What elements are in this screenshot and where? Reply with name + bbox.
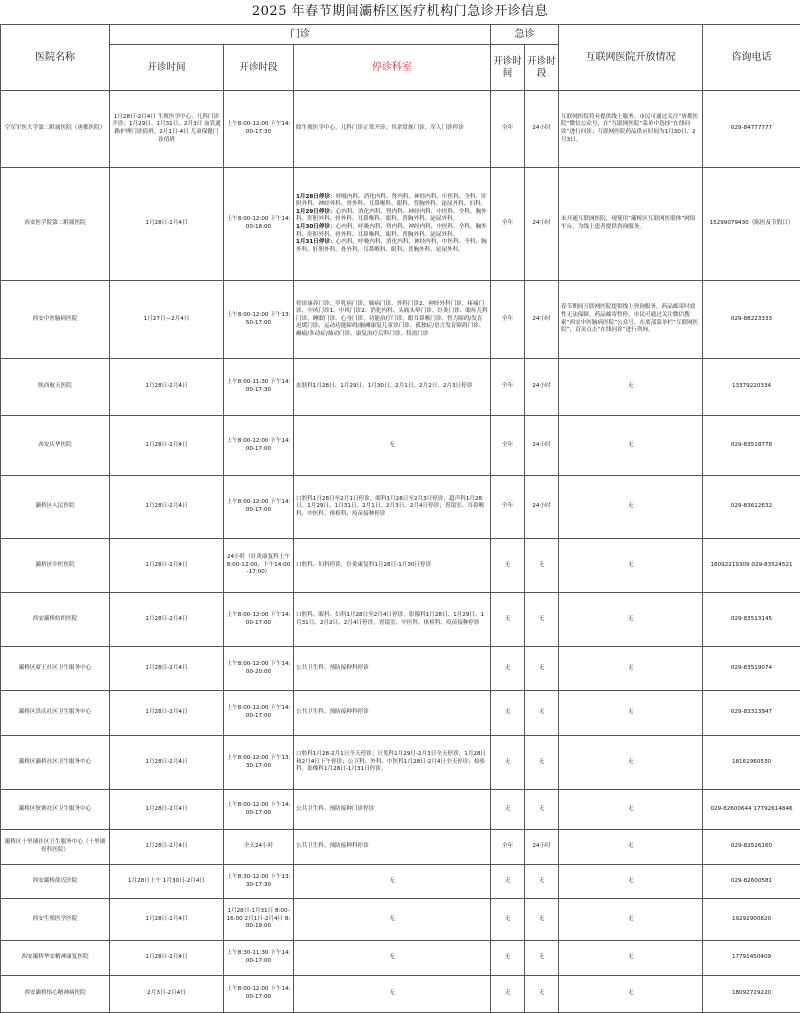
open-date-cell: 1月28日-2月4日: [110, 359, 224, 416]
closed-depts-cell: 无: [294, 899, 491, 941]
hospital-name-cell: 灞桥区十里铺社区卫生服务中心（十里铺骨科医院）: [1, 830, 110, 865]
open-hours-cell: 全天24小时: [224, 830, 294, 865]
em-open-date-cell: 全年: [491, 416, 525, 476]
hospital-name-cell: 西安灞桥纺织医院: [1, 593, 110, 647]
em-open-date-cell: 无: [491, 899, 525, 941]
table-row: [1, 647, 800, 691]
closed-day-depts: 心内科、呼吸内科、消化内科、神经内科、中医科、全科、胸外科、肝胆外科、骨外科、耳鼻喉科、眼科、普胸外科、泌尿外科。: [296, 239, 487, 253]
internet-hospital-cell: 未开通互联网医院，现使用“灞桥区互联网医联体”网络平台，为线上患者提供咨询服务。: [559, 168, 703, 281]
internet-hospital-cell: 无: [559, 736, 703, 790]
em-open-hours-cell: 无: [525, 941, 559, 976]
table-row: [1, 539, 800, 593]
open-hours-cell: 上午8:00-12:00 下午14:00-17:30: [224, 91, 294, 168]
internet-hospital-cell: 无: [559, 976, 703, 1013]
table-row: [1, 476, 800, 539]
internet-hospital-cell: 无: [559, 359, 703, 416]
closed-depts-cell: 口腔科1月28日至2月1日停诊，眼科1月28日至2月3日停诊，超声科1月28日、1月29日、1月31日、2月1日、2月3日、2月4日停诊；胃镜室、耳鼻喉科、中医科、体检科、疫苗接种停诊: [294, 476, 491, 539]
hospital-name-cell: 西安医学院第二附属医院: [1, 168, 110, 281]
em-open-date-cell: 无: [491, 647, 525, 691]
hospital-name-cell: 西安灞桥怡心精神病医院: [1, 976, 110, 1013]
header-outpatient: 门诊: [110, 25, 491, 45]
closed-depts-cell: 公共卫生科、预防接种门诊停诊: [294, 790, 491, 830]
phone-cell: 18161960530: [703, 736, 800, 790]
closed-depts-cell: 口腔科、眼科、妇科1月28日至2月4日停诊，影像科1月28日、1月29日、1月31日、2月2日、2月4日停诊，胃镜室、中医科、体检科、疫苗接种停诊: [294, 593, 491, 647]
open-hours-cell: 上午8:00-12:00 下午14:00-20:00: [224, 647, 294, 691]
internet-hospital-cell: 无: [559, 830, 703, 865]
open-date-cell: 1月28日-2月4日: [110, 790, 224, 830]
open-hours-cell: 上午8:00-12:00 下午14:00-17:00: [224, 593, 294, 647]
open-hours-cell: 上午8:00-12:00 下午14:00-17:00: [224, 476, 294, 539]
header-emergency: 急诊: [491, 25, 559, 45]
hospital-name-cell: 西安灞桥华安精神康复医院: [1, 941, 110, 976]
em-open-date-cell: 无: [491, 941, 525, 976]
open-date-cell: 1月28日-2月4日: [110, 476, 224, 539]
open-date-cell: 1月28日-2月4日: [110, 941, 224, 976]
em-open-hours-cell: 24小时: [525, 359, 559, 416]
table-row: [1, 416, 800, 476]
table-row: [1, 865, 800, 899]
em-open-hours-cell: 无: [525, 647, 559, 691]
table-row: [1, 976, 800, 1013]
header-em-open-hours: 开诊时段: [525, 45, 559, 91]
header-hospital: 医院名称: [1, 25, 110, 91]
table-row: [1, 281, 800, 359]
em-open-hours-cell: 无: [525, 539, 559, 593]
hospital-name-cell: 灞桥区灞桥社区卫生服务中心: [1, 736, 110, 790]
hospital-name-cell: 西安灞桥薛氏医院: [1, 865, 110, 899]
hospital-name-cell: 灞桥区洪庆社区卫生服务中心: [1, 691, 110, 736]
em-open-hours-cell: 无: [525, 976, 559, 1013]
hospital-name-cell: 西安中医脑病医院: [1, 281, 110, 359]
open-hours-cell: 上午8:00-12:00 下午14:00-17:00: [224, 416, 294, 476]
closed-depts-cell: 无: [294, 941, 491, 976]
closed-depts-cell: 无: [294, 976, 491, 1013]
table-row: [1, 593, 800, 647]
em-open-date-cell: 无: [491, 790, 525, 830]
internet-hospital-cell: 无: [559, 593, 703, 647]
open-date-cell: 1月28日-2月4日: [110, 830, 224, 865]
closed-day-depts: 心内科、呼吸内科、肾内科、神经内科、中医科、全科、胸外科、肝胆外科、骨外科、耳鼻喉科、眼科、普胸外科、泌尿外科。: [296, 224, 487, 238]
phone-cell: 18092219309 029-83524521: [703, 539, 800, 593]
closed-depts-cell: 无: [294, 416, 491, 476]
em-open-hours-cell: 无: [525, 593, 559, 647]
em-open-hours-cell: 无: [525, 899, 559, 941]
em-open-date-cell: 无: [491, 865, 525, 899]
table-row: [1, 691, 800, 736]
closed-depts-cell: 公共卫生科、预防接种科停诊: [294, 647, 491, 691]
phone-cell: 029-82600581: [703, 865, 800, 899]
internet-hospital-cell: 无: [559, 416, 703, 476]
open-hours-cell: 上午8:30-12:00 下午13:30-17:30: [224, 865, 294, 899]
open-hours-cell: 上午8:00-12:00 下午14:00-17:00: [224, 976, 294, 1013]
open-date-cell: 1月28日-2月4日: [110, 168, 224, 281]
clinic-schedule-table: [0, 24, 800, 1013]
phone-cell: 029-83612632: [703, 476, 800, 539]
hospital-name-cell: 西安庆华医院: [1, 416, 110, 476]
table-row: [1, 790, 800, 830]
header-internet: 互联网医院开放情况: [559, 25, 703, 91]
hospital-name-cell: 灞桥区中医医院: [1, 539, 110, 593]
em-open-hours-cell: 无: [525, 790, 559, 830]
em-open-hours-cell: 24小时: [525, 830, 559, 865]
em-open-date-cell: 无: [491, 593, 525, 647]
phone-cell: 19292900820: [703, 899, 800, 941]
em-open-date-cell: 无: [491, 539, 525, 593]
closed-depts-cell: 公共卫生科、预防接种科停诊: [294, 830, 491, 865]
phone-cell: 029-83313947: [703, 691, 800, 736]
open-date-cell: 2月3日-2月4日: [110, 976, 224, 1013]
closed-day-label: 1月28日停诊：: [296, 194, 336, 200]
phone-cell: 029-83518778: [703, 416, 800, 476]
internet-hospital-cell: 无: [559, 476, 703, 539]
phone-cell: 029-88223333: [703, 281, 800, 359]
phone-cell: 029-84777777: [703, 91, 800, 168]
em-open-date-cell: 全年: [491, 91, 525, 168]
open-date-cell: 1月28日-2月4日: [110, 593, 224, 647]
hospital-name-cell: 陕西航天医院: [1, 359, 110, 416]
closed-depts-cell: 停诊康养门诊、甲乳病门诊、肺病门诊、外科门诊2、神经外科门诊、疼痛门诊、中风门诊1、中风门诊2、消化内科、头痛头晕门诊、针灸门诊、眼疾儿科门诊、睡眠门诊、心身门诊、功能治疗门诊、眼耳鼻喉门诊、智力障碍/发育迟缓门诊、运动功能障碍/脑瘫康复儿童诊门诊、孤独症/语言发育障碍门诊、癫痫/多动症/抽动门诊、康复治疗后科门诊、特需门诊: [294, 281, 491, 359]
table-row: [1, 91, 800, 168]
em-open-date-cell: 全年: [491, 359, 525, 416]
table-row: [1, 899, 800, 941]
open-date-cell: 1月28日-2月4日: [110, 736, 224, 790]
table-row: [1, 736, 800, 790]
hospital-name-cell: 空军军医大学第二附属医院（唐都医院）: [1, 91, 110, 168]
closed-depts-cell: 口腔科1月28-2月1日全天停诊；计免科1月29日-2月3日全天停诊，1月28日和2月4日下午停诊；公卫科、外科、中医科1月28日-2月4日全天停诊；检验科、影像科1月28日-1月31日停诊。: [294, 736, 491, 790]
open-date-cell: 1月28日-2月4日: [110, 899, 224, 941]
closed-day-label: 1月29日停诊：: [296, 209, 336, 215]
closed-depts-cell: 皮肤科1月28日、1月29日、1月30日、2月1日、2月2日、2月3日停诊: [294, 359, 491, 416]
closed-day-depts: 呼吸内科、消化内科、肾内科、神经内科、中医科、全科、肝胆外科、神经外科、骨外科、耳鼻喉科、眼科、普胸外科、泌尿外科、妇科。: [296, 194, 487, 208]
open-date-cell: 1月28日-2月4日: [110, 647, 224, 691]
closed-depts-cell: 公共卫生科、预防接种科停诊: [294, 691, 491, 736]
internet-hospital-cell: 无: [559, 941, 703, 976]
phone-cell: 029-82526160: [703, 830, 800, 865]
header-open-hours: 开诊时段: [224, 45, 294, 91]
hospital-name-cell: 灞桥区席王社区卫生服务中心: [1, 647, 110, 691]
header-phone: 咨询电话: [703, 25, 800, 91]
internet-hospital-cell: 互联网医院将有提供线上服务。市民可通过关注“唐都医院”微信公众号，在“互联网医院”菜单中选择“在线问诊”进行问诊；互联网医院药品供应时间为1月30日、2月3日。: [559, 91, 703, 168]
closed-depts-cell: 口腔科、妇科停诊，针灸康复科1月28日-1月30日停诊: [294, 539, 491, 593]
phone-cell: 13379220334: [703, 359, 800, 416]
em-open-hours-cell: 无: [525, 736, 559, 790]
em-open-hours-cell: 24小时: [525, 168, 559, 281]
page-title: 2025 年春节期间灞桥区医疗机构门急诊开诊信息: [0, 0, 800, 24]
phone-cell: 029-83513145: [703, 593, 800, 647]
em-open-hours-cell: 24小时: [525, 416, 559, 476]
internet-hospital-cell: 无: [559, 539, 703, 593]
closed-day-label: 1月31日停诊：: [296, 239, 336, 245]
hospital-name-cell: 灞桥区人民医院: [1, 476, 110, 539]
hospital-name-cell: 灞桥区狄寨社区卫生服务中心: [1, 790, 110, 830]
em-open-hours-cell: 无: [525, 691, 559, 736]
open-date-cell: 1月28日-2月4日 生殖医学中心、儿科门诊开诊；1月29日、1月31日、2月3日 血管通路护理门诊值班；2月1日-4日 儿童保健门诊值班: [110, 91, 224, 168]
open-hours-cell: 上午8:00-11:30 下午14:00-17:30: [224, 359, 294, 416]
phone-cell: 15299079430（陈医及节假日）: [703, 168, 800, 281]
header-em-open-date: 开诊时间: [491, 45, 525, 91]
internet-hospital-cell: 无: [559, 647, 703, 691]
open-hours-cell: 24小时（针灸康复科上午8:00-12:00，下午14:00-17:00）: [224, 539, 294, 593]
em-open-date-cell: 无: [491, 976, 525, 1013]
open-hours-cell: 上午8:00-12:00 下午14:00-17:00: [224, 691, 294, 736]
em-open-hours-cell: 24小时: [525, 476, 559, 539]
header-closed-depts: 停诊科室: [294, 45, 491, 91]
internet-hospital-cell: 春节期间互联网医院提供线上咨询服务，药品邮寄时效性无法保障，药品邮寄暂停。市民可通过关注微信搜索“西安中医脑病医院”公众号，在底部菜单栏“互联网医院”，首页点击“在线问诊”进行咨询。: [559, 281, 703, 359]
open-hours-cell: 上午8:00-12:00 下午13:50-17:00: [224, 281, 294, 359]
table-row: [1, 830, 800, 865]
em-open-date-cell: 全年: [491, 281, 525, 359]
phone-cell: 17791450409: [703, 941, 800, 976]
closed-depts-cell: [294, 168, 491, 281]
table-row: [1, 168, 800, 281]
header-open-date: 开诊时间: [110, 45, 224, 91]
phone-cell: 029-83519074: [703, 647, 800, 691]
em-open-hours-cell: 24小时: [525, 281, 559, 359]
table-row: [1, 359, 800, 416]
closed-day-label: 1月30日停诊：: [296, 224, 336, 230]
open-hours-cell: 上午8:00-12:00 下午13:30-17:00: [224, 736, 294, 790]
open-hours-cell: 1月28日-1月31日 8:00-16:00 2月1日-2月4日 8:00-19:00: [224, 899, 294, 941]
closed-day-depts: 心内科、消化内科、肾内科、神经内科、中医科、全科、胸外科、肝胆外科、骨外科、耳鼻喉科、眼科、普胸外科、泌尿外科。: [296, 209, 487, 223]
em-open-date-cell: 全年: [491, 476, 525, 539]
closed-depts-cell: 除生殖医学中心、儿科门诊正常开诊；其余常规门诊、军人门诊停诊: [294, 91, 491, 168]
open-date-cell: 1月28日-2月4日: [110, 691, 224, 736]
em-open-date-cell: 无: [491, 691, 525, 736]
internet-hospital-cell: 无: [559, 691, 703, 736]
open-date-cell: 1月27日—2月4日: [110, 281, 224, 359]
open-hours-cell: 上午8:30-11:30 下午14:00-17:00: [224, 941, 294, 976]
em-open-date-cell: 全年: [491, 168, 525, 281]
open-date-cell: 1月28日-2月4日: [110, 539, 224, 593]
em-open-hours-cell: 无: [525, 865, 559, 899]
phone-cell: 18092729220: [703, 976, 800, 1013]
hospital-name-cell: 西安生殖医学医院: [1, 899, 110, 941]
open-hours-cell: 上午8:00-12:00 下午14:00-17:00: [224, 790, 294, 830]
internet-hospital-cell: 无: [559, 899, 703, 941]
em-open-date-cell: 全年: [491, 830, 525, 865]
internet-hospital-cell: 无: [559, 790, 703, 830]
em-open-hours-cell: 24小时: [525, 91, 559, 168]
internet-hospital-cell: 无: [559, 865, 703, 899]
em-open-date-cell: 无: [491, 736, 525, 790]
phone-cell: 029-82600644 17792614846: [703, 790, 800, 830]
closed-depts-cell: 无: [294, 865, 491, 899]
open-date-cell: 1月28日上午 1月30日-2月4日: [110, 865, 224, 899]
open-date-cell: 1月28日-2月4日: [110, 416, 224, 476]
table-row: [1, 941, 800, 976]
open-hours-cell: 上午8:00-12:00 下午14:00-18:00: [224, 168, 294, 281]
